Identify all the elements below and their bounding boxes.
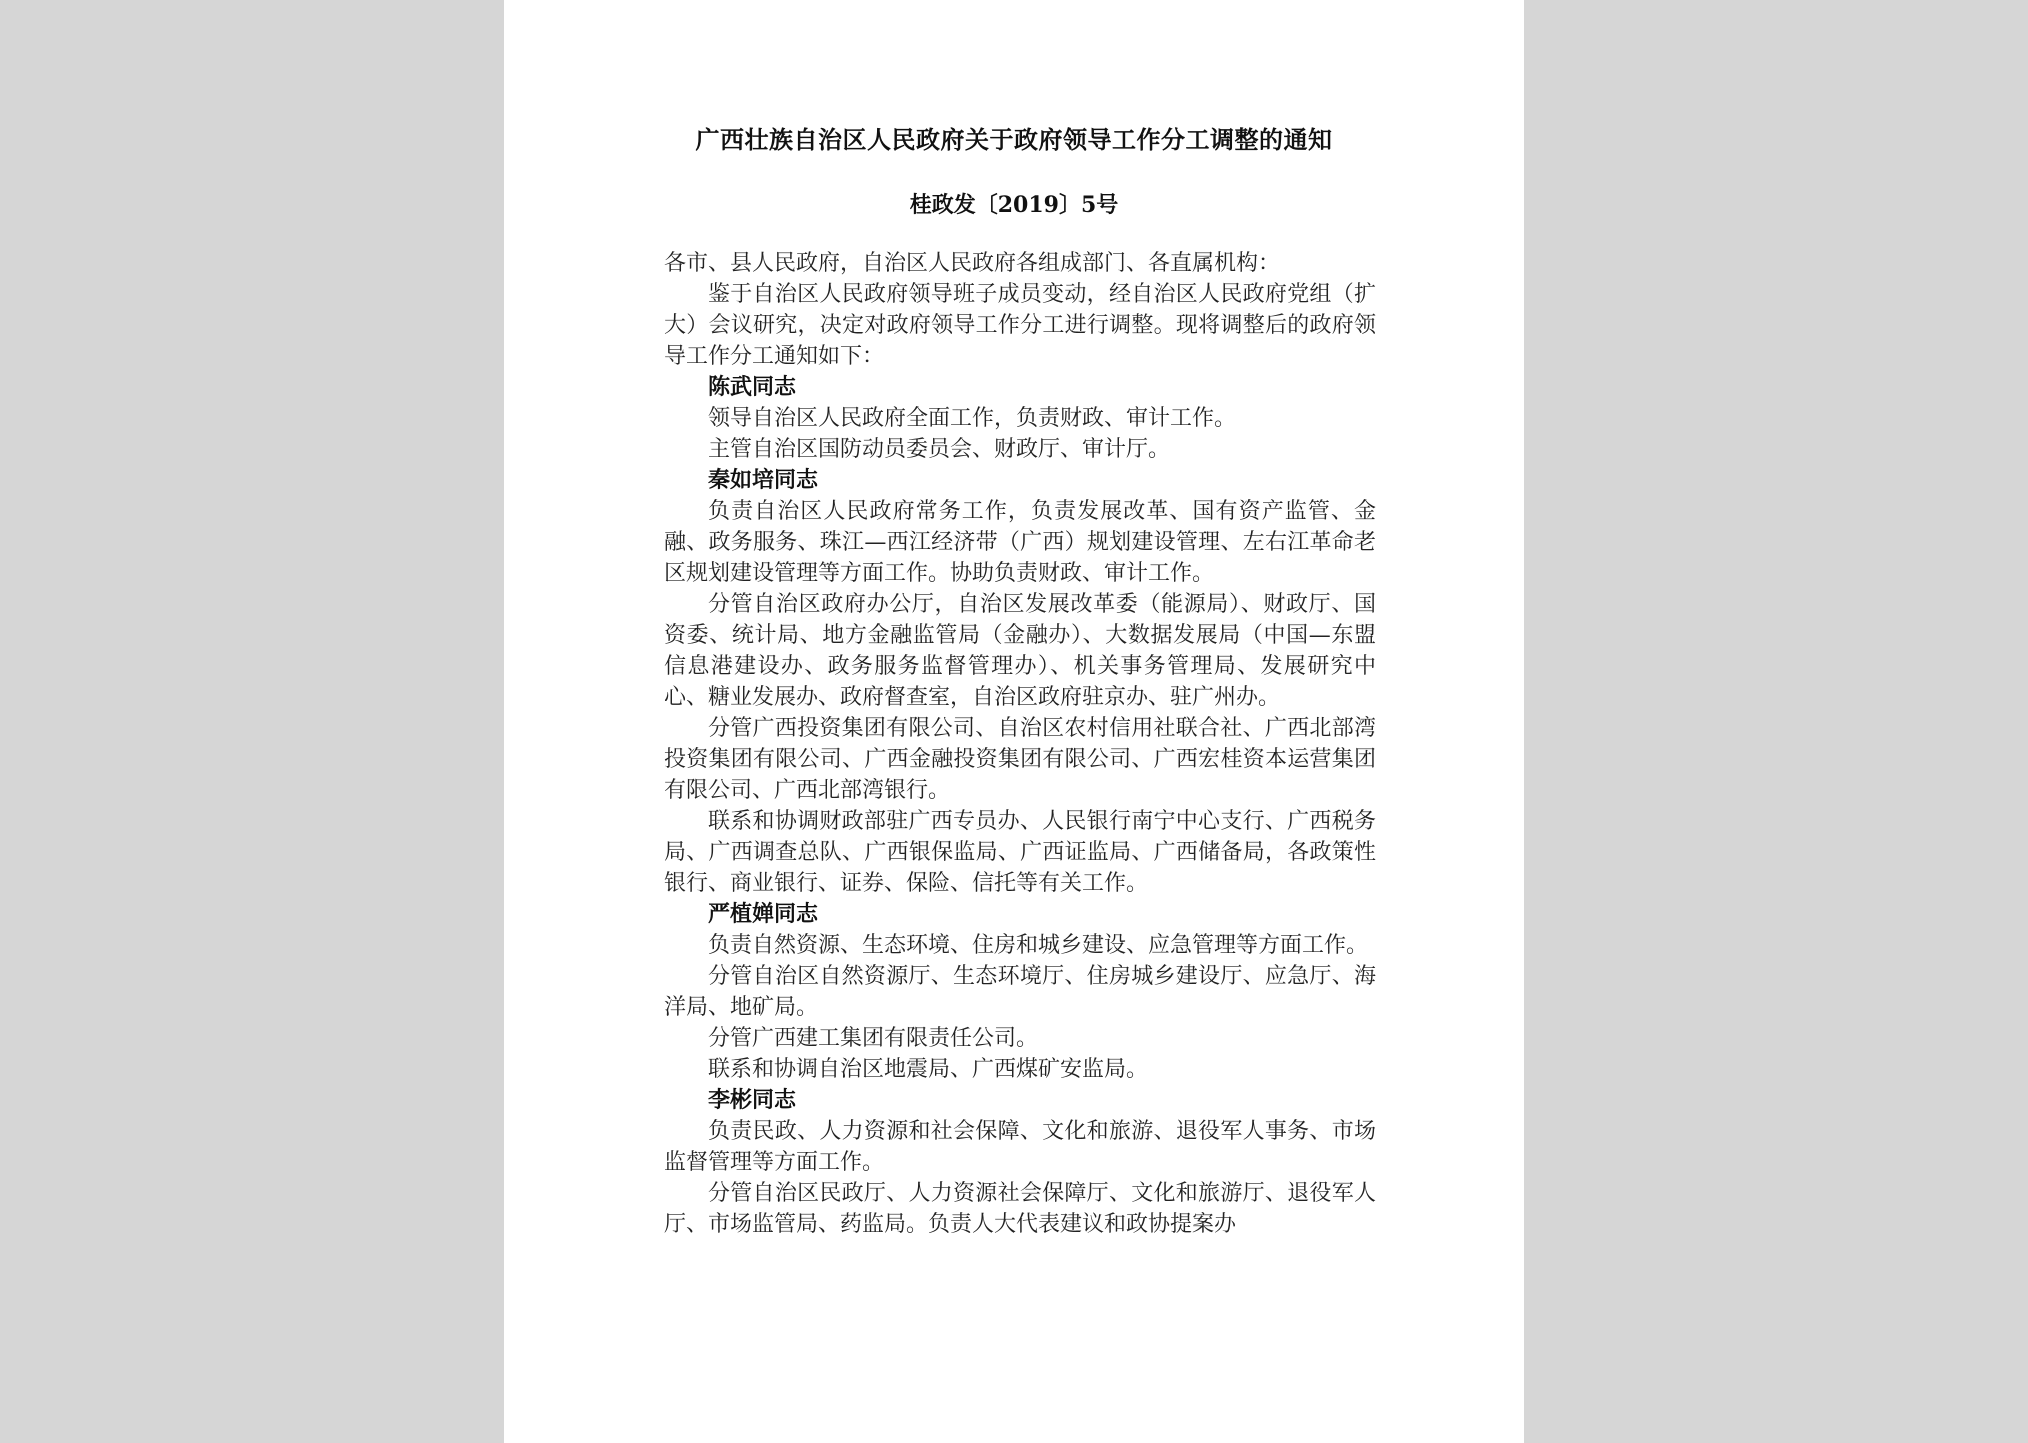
section-paragraph: 负责自然资源、生态环境、住房和城乡建设、应急管理等方面工作。 — [708, 933, 1369, 958]
section-name: 秦如培同志 — [708, 467, 819, 493]
document-number: 桂政发〔2019〕5号 — [909, 192, 1119, 218]
section-paragraph: 领导自治区人民政府全面工作，负责财政、审计工作。 — [708, 406, 1237, 431]
section-paragraph: 分管广西建工集团有限责任公司。 — [708, 1026, 1039, 1051]
section-paragraph: 主管自治区国防动员委员会、财政厅、审计厅。 — [708, 437, 1171, 462]
section-name: 陈武同志 — [708, 374, 797, 400]
section-paragraph: 分管自治区政府办公厅，自治区发展改革委（能源局）、财政厅、国资委、统计局、地方金融监管局（金融办）、大数据发展局（中国—东盟信息港建设办、政务服务监督管理办）、机关事务管理局、发展研究中心、糖业发展办、政府督查室，自治区政府驻京办、驻广州办。 — [664, 592, 1376, 710]
section-paragraph: 分管广西投资集团有限公司、自治区农村信用社联合社、广西北部湾投资集团有限公司、广西金融投资集团有限公司、广西宏桂资本运营集团有限公司、广西北部湾银行。 — [664, 716, 1376, 803]
section-name: 严植婵同志 — [708, 901, 819, 927]
document-title: 广西壮族自治区人民政府关于政府领导工作分工调整的通知 — [695, 125, 1333, 154]
document-body — [664, 248, 1376, 1240]
section-paragraph: 负责民政、人力资源和社会保障、文化和旅游、退役军人事务、市场监督管理等方面工作。 — [664, 1119, 1376, 1175]
intro-paragraph: 鉴于自治区人民政府领导班子成员变动，经自治区人民政府党组（扩大）会议研究，决定对政府领导工作分工进行调整。现将调整后的政府领导工作分工通知如下： — [664, 282, 1376, 369]
section-paragraph: 联系和协调财政部驻广西专员办、人民银行南宁中心支行、广西税务局、广西调查总队、广西银保监局、广西证监局、广西储备局，各政策性银行、商业银行、证券、保险、信托等有关工作。 — [664, 809, 1376, 896]
salutation: 各市、县人民政府，自治区人民政府各组成部门、各直属机构： — [664, 251, 1281, 276]
section-name: 李彬同志 — [708, 1087, 797, 1113]
document-page — [504, 0, 1524, 1443]
section-paragraph: 分管自治区自然资源厅、生态环境厅、住房城乡建设厅、应急厅、海洋局、地矿局。 — [664, 964, 1376, 1020]
section-paragraph: 分管自治区民政厅、人力资源社会保障厅、文化和旅游厅、退役军人厅、市场监管局、药监局。负责人大代表建议和政协提案办 — [664, 1181, 1376, 1237]
section-paragraph: 负责自治区人民政府常务工作，负责发展改革、国有资产监管、金融、政务服务、珠江—西江经济带（广西）规划建设管理、左右江革命老区规划建设管理等方面工作。协助负责财政、审计工作。 — [664, 499, 1376, 586]
section-paragraph: 联系和协调自治区地震局、广西煤矿安监局。 — [708, 1057, 1149, 1082]
